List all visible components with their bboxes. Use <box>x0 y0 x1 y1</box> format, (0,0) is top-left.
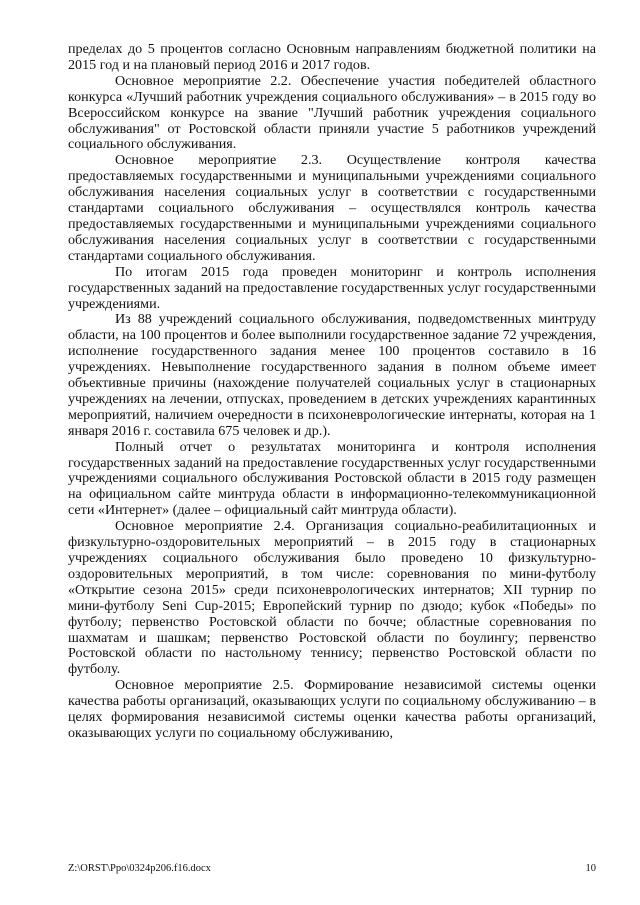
paragraph-institutions-88: Из 88 учреждений социального обслуживания, подведомственных минтруду области, на 100 процентов и более выполнили государственное задание 72 учреждения, исполнение государственного задания менее 100 процентов составило в 16 учреждениях. Невыполнение государственного задания в полном объеме имеет объективные причины (нахождение получателей социальных услуг в стационарных учреждениях на лечении, отпусках, проведением в детских учреждениях карантинных мероприятий, наличием очередности в психоневрологические интернаты, которая на 1 января 2016 г. составила 675 человек и др.). <box>68 311 596 439</box>
footer-file-path: Z:\ORST\Ppo\0324p206.f16.docx <box>68 863 211 874</box>
paragraph-budget-policy: пределах до 5 процентов согласно Основным направлениям бюджетной политики на 2015 год и на плановый период 2016 и 2017 годов. <box>68 41 596 73</box>
document-body <box>68 42 596 742</box>
paragraph-monitoring-results: По итогам 2015 года проведен мониторинг и контроль исполнения государственных заданий на предоставление государственных услуг государственными учреждениями. <box>68 263 596 312</box>
paragraph-full-report: Полный отчет о результатах мониторинга и контроля исполнения государственных заданий на предоставление государственных услуг государственными учреждениями социального обслуживания Ростовской области в 2015 году размещен на официальном сайте минтруда области в информационно-телекоммуникационной сети «Интернет» (далее – официальный сайт минтруда области). <box>68 438 596 519</box>
page-footer <box>68 862 596 876</box>
page-number: 10 <box>585 863 596 874</box>
paragraph-measure-2-3: Основное мероприятие 2.3. Осуществление контроля качества предоставляемых государственными и муниципальными учреждениями социального обслуживания населения социальных услуг в соответствии с государственными стандартами социального обслуживания – осуществлялся контроль качества предоставляемых государственными и муниципальными учреждениями социального обслуживания населения социальных услуг в соответствии с государственными стандартами социального обслуживания. <box>68 152 596 264</box>
paragraph-measure-2-2: Основное мероприятие 2.2. Обеспечение участия победителей областного конкурса «Лучший работник учреждения социального обслуживания» – в 2015 году во Всероссийском конкурсе на звание "Лучший работник учреждения социального обслуживания" от Ростовской области приняли участие 5 работников учреждений социального обслуживания. <box>68 72 596 153</box>
paragraph-measure-2-5: Основное мероприятие 2.5. Формирование независимой системы оценки качества работы организаций, оказывающих услуги по социальному обслуживанию – в целях формирования независимой системы оценки качества работы организаций, оказывающих услуги по социальному обслуживанию, <box>68 677 596 741</box>
paragraph-measure-2-4: Основное мероприятие 2.4. Организация социально-реабилитационных и физкультурно-оздоровительных мероприятий – в 2015 году в стационарных учреждениях социального обслуживания было проведено 10 физкультурно-оздоровительных мероприятий, в том числе: соревнования по мини-футболу «Открытие сезона 2015» среди психоневрологических интернатов; XII турнир по мини-футболу Seni Cup-2015; Европейский турнир по дзюдо; кубок «Победы» по футболу; первенство Ростовской области по бочче; областные соревнования по шахматам и шашкам; первенство Ростовской области по боулингу; первенство Ростовской области по настольному теннису; первенство Ростовской области по футболу. <box>68 518 596 678</box>
